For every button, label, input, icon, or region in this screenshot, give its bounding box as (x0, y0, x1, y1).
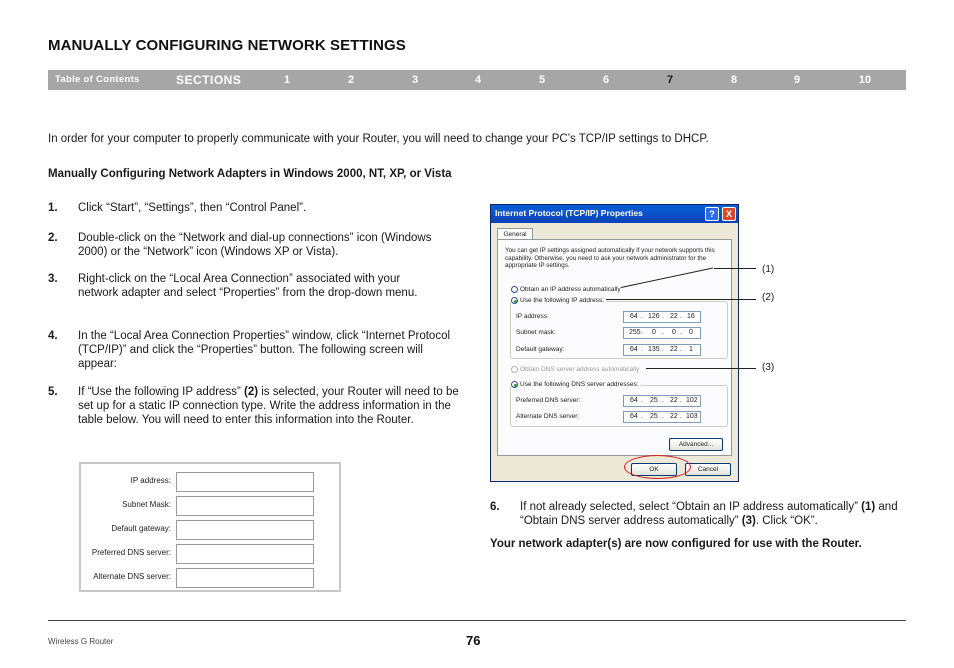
subheading: Manually Configuring Network Adapters in Windows 2000, NT, XP, or Vista (48, 168, 452, 180)
preferred-dns-field[interactable] (623, 395, 701, 407)
step-number: 2. (48, 232, 58, 244)
step-number: 4. (48, 330, 58, 342)
radio-label: Use the following DNS server addresses: (520, 381, 639, 389)
octet-dot: . (662, 346, 664, 353)
step-6-text-2: and “Obtain DNS server address automatically” (520, 501, 898, 528)
nav-section-9-link[interactable]: 9 (793, 74, 801, 86)
octet-1: 255 (629, 329, 641, 336)
octet-4: 102 (686, 397, 698, 404)
radio-obtain-dns-auto[interactable] (511, 366, 639, 373)
tcpip-properties-dialog (490, 204, 739, 482)
default-gateway-box[interactable] (176, 520, 314, 540)
callout-3-label: (3) (762, 362, 775, 373)
default-gateway-field[interactable] (623, 344, 701, 356)
ip-address-field[interactable] (623, 311, 701, 323)
nav-section-10-link[interactable]: 10 (858, 74, 872, 86)
step-6-text-3: . Click “OK”. (755, 515, 818, 528)
dialog-description: You can get IP settings assigned automatically if your network supports this capability. Otherwise, you need to ask your network administrator for the appropriate IP settings. (505, 247, 715, 270)
nav-section-4-link[interactable]: 4 (474, 74, 482, 86)
page-heading: MANUALLY CONFIGURING NETWORK SETTINGS (48, 37, 406, 54)
octet-dot: . (680, 346, 682, 353)
footer-divider (48, 620, 906, 621)
intro-paragraph: In order for your computer to properly communicate with your Router, you will need to change your PC’s TCP/IP settings to DHCP. (48, 133, 709, 145)
callout-2-label: (2) (762, 292, 775, 303)
octet-4: 0 (689, 329, 693, 336)
radio-use-static-dns[interactable] (511, 381, 641, 388)
ip-row-label: Subnet Mask: (122, 500, 171, 509)
octet-dot: . (641, 313, 643, 320)
octet-dot: . (662, 397, 664, 404)
subnet-mask-label: Subnet mask: (516, 329, 556, 336)
octet-dot: . (680, 413, 682, 420)
ip-address-label: IP address: (516, 313, 549, 320)
ip-row-ip-address (81, 471, 339, 493)
octet-2: 0 (652, 329, 656, 336)
step-number: 5. (48, 386, 58, 398)
subnet-mask-box[interactable] (176, 496, 314, 516)
help-button[interactable]: ? (705, 207, 719, 221)
close-button[interactable]: X (722, 207, 736, 221)
ip-row-label: Default gateway: (111, 524, 171, 533)
alternate-dns-field[interactable] (623, 411, 701, 423)
step-text: Double-click on the “Network and dial-up connections” icon (Windows 2000) or the “Network” icon (Windows XP or Vista). (78, 232, 432, 259)
step-text: Click “Start”, “Settings”, then “Control Panel”. (78, 202, 307, 214)
radio-obtain-ip-auto[interactable] (511, 286, 621, 293)
octet-dot: . (641, 397, 643, 404)
step-6-text-1: If not already selected, select “Obtain an IP address automatically” (520, 501, 862, 513)
radio-label: Obtain an IP address automatically (520, 286, 621, 294)
octet-3: 22 (670, 413, 678, 420)
step-text: Right-click on the “Local Area Connection” associated with your network adapter and select “Properties” from the drop-down menu. (78, 273, 418, 300)
callout-1-label: (1) (762, 264, 775, 275)
nav-section-3-link[interactable]: 3 (411, 74, 419, 86)
octet-2: 126 (648, 313, 660, 320)
ok-button[interactable]: OK (631, 463, 677, 476)
nav-section-7-link[interactable]: 7 (666, 74, 674, 86)
octet-dot: . (680, 397, 682, 404)
preferred-dns-label: Preferred DNS server: (516, 397, 581, 404)
callout-1-leader-tail (714, 268, 756, 269)
alternate-dns-box[interactable] (176, 568, 314, 588)
callout-2-leader (606, 299, 756, 300)
radio-dot-selected (511, 297, 518, 304)
octet-dot: . (641, 413, 643, 420)
step-5-text-after: is selected, your Router will need to be set up for a static IP connection type. Write the address information in the table below. You will need to enter this information into the Router. (78, 386, 459, 427)
ip-row-subnet-mask (81, 495, 339, 517)
octet-4: 16 (687, 313, 695, 320)
octet-dot: . (641, 346, 643, 353)
ip-row-preferred-dns (81, 543, 339, 565)
step-5-text-before: If “Use the following IP address” (78, 386, 244, 398)
default-gateway-label: Default gateway: (516, 346, 565, 353)
advanced-button[interactable]: Advanced... (669, 438, 723, 451)
octet-dot: . (680, 313, 682, 320)
ok-button-highlight-ring (624, 455, 691, 479)
ip-address-box[interactable] (176, 472, 314, 492)
subnet-mask-field[interactable] (623, 327, 701, 339)
octet-3: 22 (670, 397, 678, 404)
nav-section-8-link[interactable]: 8 (730, 74, 738, 86)
radio-dot (511, 366, 518, 373)
step-text: In the “Local Area Connection Properties” window, click “Internet Protocol (TCP/IP)” and click the “Properties” button. The following screen will appear: (78, 330, 451, 371)
nav-section-6-link[interactable]: 6 (602, 74, 610, 86)
page-number: 76 (466, 633, 481, 648)
nav-sections-label: SECTIONS (176, 73, 242, 87)
radio-use-static-ip[interactable] (511, 297, 606, 304)
octet-3: 0 (672, 329, 676, 336)
ip-row-label: IP address: (130, 476, 171, 485)
step-text (78, 385, 463, 428)
dialog-title: Internet Protocol (TCP/IP) Properties (495, 208, 643, 218)
octet-dot: . (662, 413, 664, 420)
octet-dot: . (680, 329, 682, 336)
step-6-ref-1: (1) (861, 501, 876, 513)
octet-2: 25 (650, 397, 658, 404)
octet-1: 64 (630, 413, 638, 420)
octet-3: 22 (670, 346, 678, 353)
octet-dot: . (662, 329, 664, 336)
octet-1: 64 (630, 346, 638, 353)
ip-row-label: Preferred DNS server: (91, 548, 171, 557)
octet-4: 1 (689, 346, 693, 353)
section-nav-bar (48, 70, 906, 90)
radio-dot-selected (511, 381, 518, 388)
tab-general[interactable]: General (497, 228, 533, 240)
step-text (520, 500, 912, 528)
step-number: 1. (48, 202, 58, 214)
step-number: 3. (48, 273, 58, 285)
nav-table-of-contents-link[interactable]: Table of Contents (55, 74, 140, 85)
octet-dot: . (662, 313, 664, 320)
cancel-button[interactable]: Cancel (685, 463, 731, 476)
nav-section-1-link[interactable]: 1 (283, 74, 291, 86)
ip-row-default-gateway (81, 519, 339, 541)
preferred-dns-box[interactable] (176, 544, 314, 564)
octet-1: 64 (630, 397, 638, 404)
conclusion-text: Your network adapter(s) are now configured for use with the Router. (490, 538, 862, 550)
octet-1: 64 (630, 313, 638, 320)
ip-address-worksheet (79, 462, 341, 592)
dialog-titlebar (491, 205, 738, 223)
step-6-ref-3: (3) (741, 515, 756, 528)
octet-4: 103 (686, 413, 698, 420)
footer-product-name: Wireless G Router (48, 637, 114, 646)
nav-section-2-link[interactable]: 2 (347, 74, 355, 86)
octet-dot: . (641, 329, 643, 336)
step-5-ref-2: (2) (243, 386, 259, 398)
octet-3: 22 (670, 313, 678, 320)
nav-section-5-link[interactable]: 5 (538, 74, 546, 86)
ip-row-label: Alternate DNS server: (93, 572, 171, 581)
radio-label: Obtain DNS server address automatically (520, 366, 640, 374)
radio-dot (511, 286, 518, 293)
octet-2: 135 (648, 346, 660, 353)
step-number: 6. (490, 501, 500, 513)
octet-2: 25 (650, 413, 658, 420)
radio-label: Use the following IP address: (520, 297, 605, 305)
callout-3-leader (646, 368, 756, 369)
ip-row-alternate-dns (81, 567, 339, 589)
alternate-dns-label: Alternate DNS server: (516, 413, 580, 420)
